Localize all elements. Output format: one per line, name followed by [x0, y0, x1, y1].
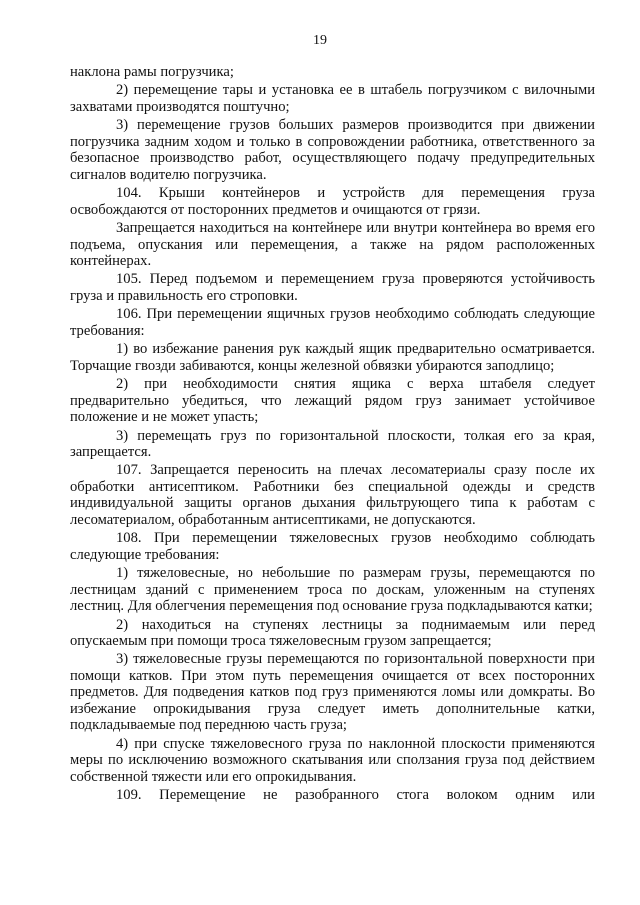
paragraph: 2) при необходимости снятия ящика с верха штабеля следует предварительно убедиться, что лежащий рядом груз занимает устойчивое положение и не может упасть;	[70, 376, 595, 426]
paragraph: 1) во избежание ранения рук каждый ящик предварительно осматривается. Торчащие гвозди забиваются, концы железной обвязки убираются заподлицо;	[70, 341, 595, 374]
paragraph: 107. Запрещается переносить на плечах лесоматериалы сразу после их обработки антисептиком. Работники без специальной одежды и средств индивидуальной защиты органов дыхания фильтрующего типа к работам с лесоматериалом, обработанным антисептиками, не допускаются.	[70, 462, 595, 528]
paragraph: 105. Перед подъемом и перемещением груза проверяются устойчивость груза и правильность его строповки.	[70, 271, 595, 304]
paragraph: 108. При перемещении тяжеловесных грузов необходимо соблюдать следующие требования:	[70, 530, 595, 563]
paragraph: 3) тяжеловесные грузы перемещаются по горизонтальной поверхности при помощи катков. При этом путь перемещения очищается от всех посторонних предметов. Для подведения катков под груз применяются ломы или домкраты. Во избежание опрокидывания груза следует иметь дополнительные катки, подкладываемые под переднюю часть груза;	[70, 651, 595, 734]
paragraph: 3) перемещение грузов больших размеров производится при движении погрузчика задним ходом и только в сопровождении работника, ответственного за безопасное производство работ, осуществляющего подачу предупредительных сигналов водителю погрузчика.	[70, 117, 595, 183]
paragraph: 2) находиться на ступенях лестницы за поднимаемым или перед опускаемым при помощи троса тяжеловесным грузом запрещается;	[70, 616, 595, 649]
paragraph: 4) при спуске тяжеловесного груза по наклонной плоскости применяются меры по исключению возможного скатывания или сползания груза под действием собственной тяжести или его опрокидывания.	[70, 735, 595, 785]
page-number: 19	[313, 33, 327, 48]
paragraph: 3) перемещать груз по горизонтальной плоскости, толкая его за края, запрещается.	[70, 427, 595, 460]
document-body	[70, 64, 595, 803]
paragraph: наклона рамы погрузчика;	[70, 64, 234, 80]
paragraph: 109. Перемещение не разобранного стога волоком одним или	[116, 787, 595, 804]
paragraph: 2) перемещение тары и установка ее в штабель погрузчиком с вилочными захватами производятся поштучно;	[70, 82, 595, 115]
paragraph: 1) тяжеловесные, но небольшие по размерам грузы, перемещаются по лестницам зданий с применением троса по доскам, уложенным на ступенях лестниц. Для облегчения перемещения под основание груза подкладываются катки;	[70, 565, 595, 615]
paragraph: Запрещается находиться на контейнере или внутри контейнера во время его подъема, опускания или перемещения, а также на рядом расположенных контейнерах.	[70, 220, 595, 269]
paragraph: 104. Крыши контейнеров и устройств для перемещения груза освобождаются от посторонних предметов и очищаются от грязи.	[70, 185, 595, 218]
paragraph: 106. При перемещении ящичных грузов необходимо соблюдать следующие требования:	[70, 306, 595, 339]
